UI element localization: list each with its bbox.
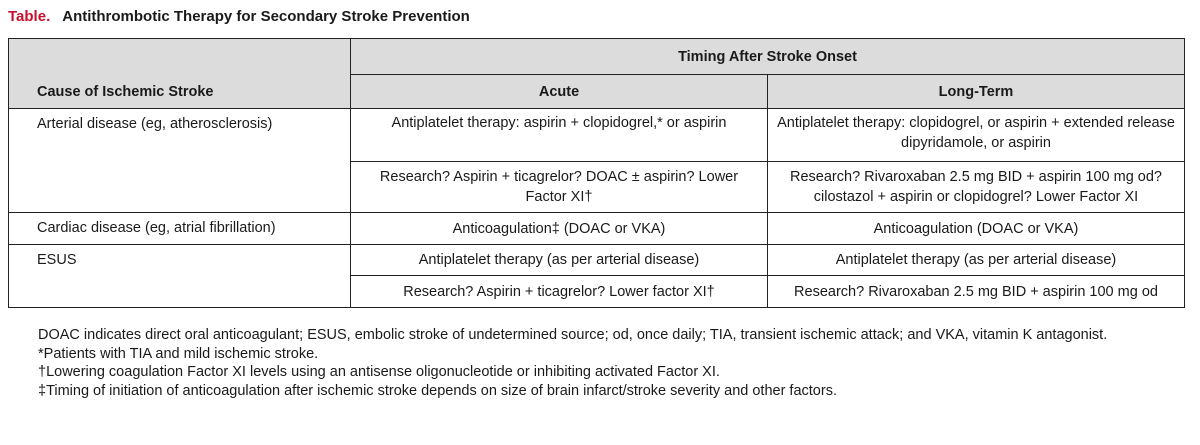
table-row [9, 213, 1185, 245]
cell-acute: Research? Aspirin + ticagrelor? DOAC ± aspirin? Lower Factor XI† [351, 162, 768, 213]
table-row [9, 245, 1185, 276]
table-notes [8, 326, 1180, 400]
cell-long-term: Antiplatelet therapy (as per arterial disease) [768, 245, 1185, 276]
cell-cause-arterial: Arterial disease (eg, atherosclerosis) [9, 109, 351, 213]
cell-long-term: Research? Rivaroxaban 2.5 mg BID + aspirin 100 mg od? cilostazol + aspirin or clopidogrel? Lower Factor XI [768, 162, 1185, 213]
column-header-cause: Cause of Ischemic Stroke [9, 39, 351, 109]
abbreviations-note: DOAC indicates direct oral anticoagulant; ESUS, embolic stroke of undetermined source; od, once daily; TIA, transient ischemic attack; and VKA, vitamin K antagonist. [38, 327, 1108, 343]
cell-acute: Research? Aspirin + ticagrelor? Lower factor XI† [351, 276, 768, 308]
cell-long-term: Anticoagulation (DOAC or VKA) [768, 213, 1185, 245]
table-row [9, 109, 1185, 162]
column-header-long-term: Long-Term [768, 75, 1185, 109]
table-label: Table. [8, 8, 51, 25]
footnote-dagger: †Lowering coagulation Factor XI levels using an antisense oligonucleotide or inhibiting activated Factor XI. [38, 364, 720, 381]
cell-cause-cardiac: Cardiac disease (eg, atrial fibrillation) [9, 213, 351, 245]
cell-cause-esus: ESUS [9, 245, 351, 308]
header-row-group [9, 39, 1185, 75]
cell-acute: Anticoagulation‡ (DOAC or VKA) [351, 213, 768, 245]
cell-acute: Antiplatelet therapy: aspirin + clopidogrel,* or aspirin [351, 109, 768, 162]
footnote-asterisk: *Patients with TIA and mild ischemic stroke. [38, 345, 319, 362]
column-header-acute: Acute [351, 75, 768, 109]
therapy-table [8, 38, 1185, 308]
footnote-double-dagger: ‡Timing of initiation of anticoagulation after ischemic stroke depends on size of brain infarct/stroke severity and other factors. [38, 382, 837, 399]
therapy-table-container [8, 38, 1184, 308]
table-caption [8, 8, 470, 25]
table-title: Antithrombotic Therapy for Secondary Stroke Prevention [62, 8, 470, 25]
cell-long-term: Research? Rivaroxaban 2.5 mg BID + aspirin 100 mg od [768, 276, 1185, 308]
cell-acute: Antiplatelet therapy (as per arterial disease) [351, 245, 768, 276]
group-header-timing: Timing After Stroke Onset [351, 39, 1185, 75]
cell-long-term: Antiplatelet therapy: clopidogrel, or aspirin + extended release dipyridamole, or aspirin [768, 109, 1185, 162]
